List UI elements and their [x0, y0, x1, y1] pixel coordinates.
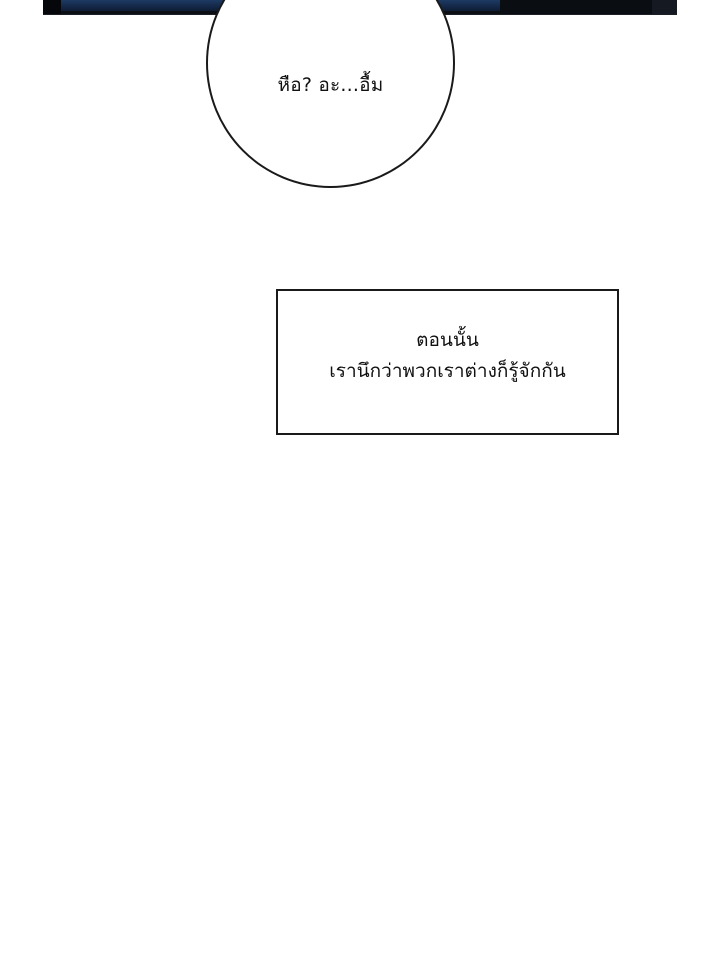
- speech-balloon-text: หือ? อะ...อื้ม: [277, 74, 384, 96]
- monitor-left-bezel: [43, 0, 61, 14]
- narration-line-1: ตอนนั้น: [416, 329, 479, 351]
- empty-panel-space: [0, 440, 720, 960]
- monitor-right-edge: [652, 0, 677, 14]
- monitor-right-area: [500, 0, 677, 14]
- narration-text: [276, 325, 619, 387]
- narration-line-2: เรานึกว่าพวกเราต่างก็รู้จักกัน: [329, 359, 566, 382]
